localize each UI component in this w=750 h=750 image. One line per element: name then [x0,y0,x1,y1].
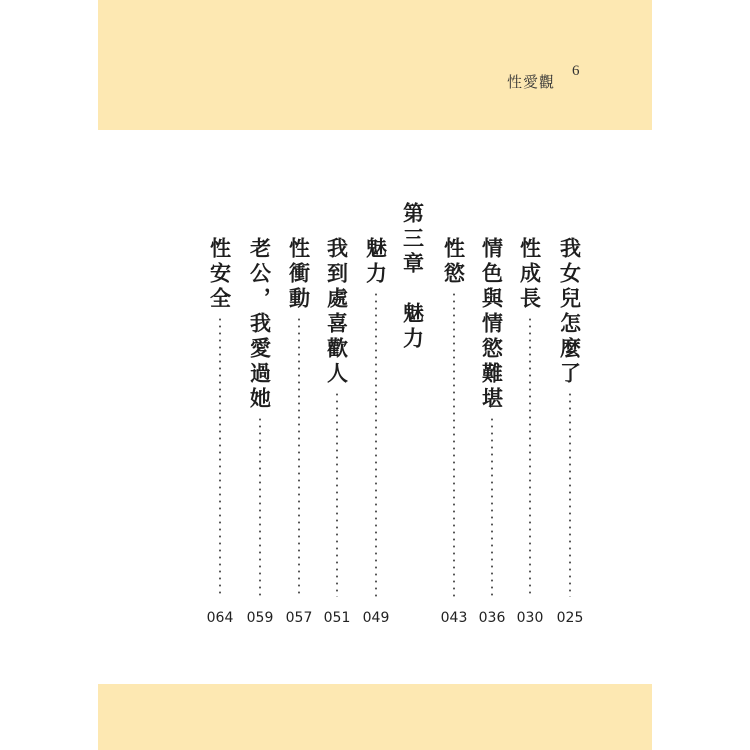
toc-entry-page: 057 [285,610,313,626]
dot-leader [336,391,338,597]
toc-entry-title: 我女兒怎麼了 [557,237,583,387]
dot-leader [491,416,493,597]
chapter-heading-column [395,202,431,356]
toc-entry-title: 老公，我愛過她 [247,237,273,412]
toc-entry-title: 性衝動 [286,237,312,312]
running-header-title: 性愛觀 [507,73,556,91]
dot-leader [569,391,571,597]
header-band [98,0,652,130]
page-number: 6 [572,63,580,79]
footer-band [98,684,652,750]
toc-entry-page: 049 [362,610,390,626]
chapter-heading: 第三章 魅力 [400,202,426,352]
toc-entry-page: 064 [206,610,234,626]
toc-entry-title: 性慾 [441,237,467,287]
dot-leader [529,316,531,597]
toc-entry-page: 059 [246,610,274,626]
toc-entry-page: 051 [323,610,351,626]
book-page [98,0,652,750]
dot-leader [453,291,455,597]
toc-entry-title: 情色與情慾難堪 [479,237,505,412]
toc-entry-page: 025 [556,610,584,626]
toc-entry-title: 性安全 [207,237,233,312]
dot-leader [298,316,300,597]
toc-entry-title: 魅力 [363,237,389,287]
toc-entry-page: 043 [440,610,468,626]
dot-leader [375,291,377,597]
toc-entry-page: 036 [478,610,506,626]
toc-entry-page: 030 [516,610,544,626]
toc-entry-title: 我到處喜歡人 [324,237,350,387]
dot-leader [259,416,261,597]
toc-entry-title: 性成長 [517,237,543,312]
dot-leader [219,316,221,597]
